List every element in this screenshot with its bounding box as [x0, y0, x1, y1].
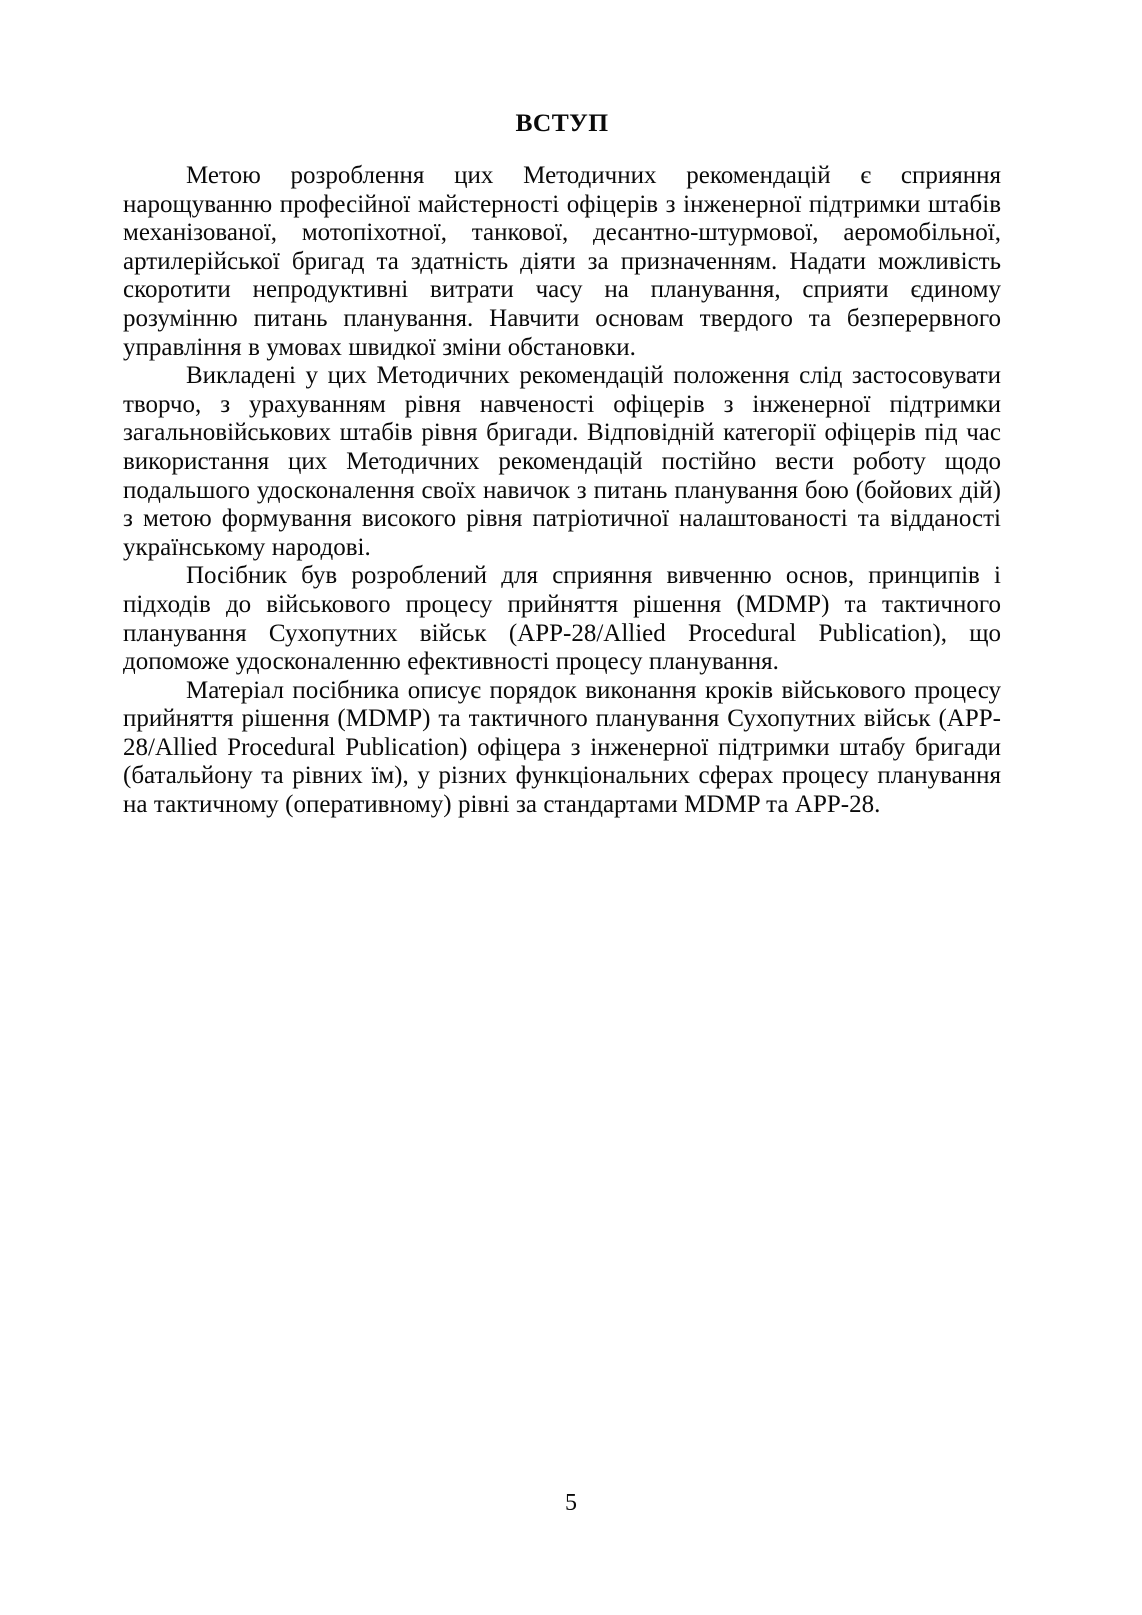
page-number: 5 — [565, 1490, 577, 1516]
body-paragraph-2: Викладені у цих Методичних рекомендацій положення слід застосовувати творчо, з урахуванням рівня навченості офіцерів з інженерної підтримки загальновійськових штабів рівня бригади. Відповідній категорії офіцерів під час використання цих Методичних рекомендацій постійно вести роботу щодо подальшого удосконалення своїх навичок з питань планування бою (бойових дій) з метою формування високого рівня патріотичної налаштованості та відданості українському народові. — [123, 362, 1001, 561]
body-paragraph-3: Посібник був розроблений для сприяння вивченню основ, принципів і підходів до військового процесу прийняття рішення (MDMP) та тактичного планування Сухопутних військ (APP-28/Allied Procedural Publication), що допоможе удосконаленню ефективності процесу планування. — [123, 562, 1001, 676]
page-title: ВСТУП — [515, 108, 609, 137]
body-paragraph-4: Матеріал посібника описує порядок виконання кроків військового процесу прийняття рішення (MDMP) та тактичного планування Сухопутних військ (APP-28/Allied Procedural Publication) офіцера з інженерної підтримки штабу бригади (батальйону та рівних їм), у різних функціональних сферах процесу планування на тактичному (оперативному) рівні за стандартами MDMP та APP-28. — [123, 676, 1001, 819]
page-content — [123, 108, 1001, 820]
body-paragraph-1: Метою розроблення цих Методичних рекомендацій є сприяння нарощуванню професійної майстерності офіцерів з інженерної підтримки штабів механізованої, мотопіхотної, танкової, десантно-штурмової, аеромобільної, артилерійської бригад та здатність діяти за призначенням. Надати можливість скоротити непродуктивні витрати часу на планування, сприяти єдиному розумінню питань планування. Навчити основам твердого та безперервного управління в умовах швидкої зміни обстановки. — [123, 162, 1001, 361]
